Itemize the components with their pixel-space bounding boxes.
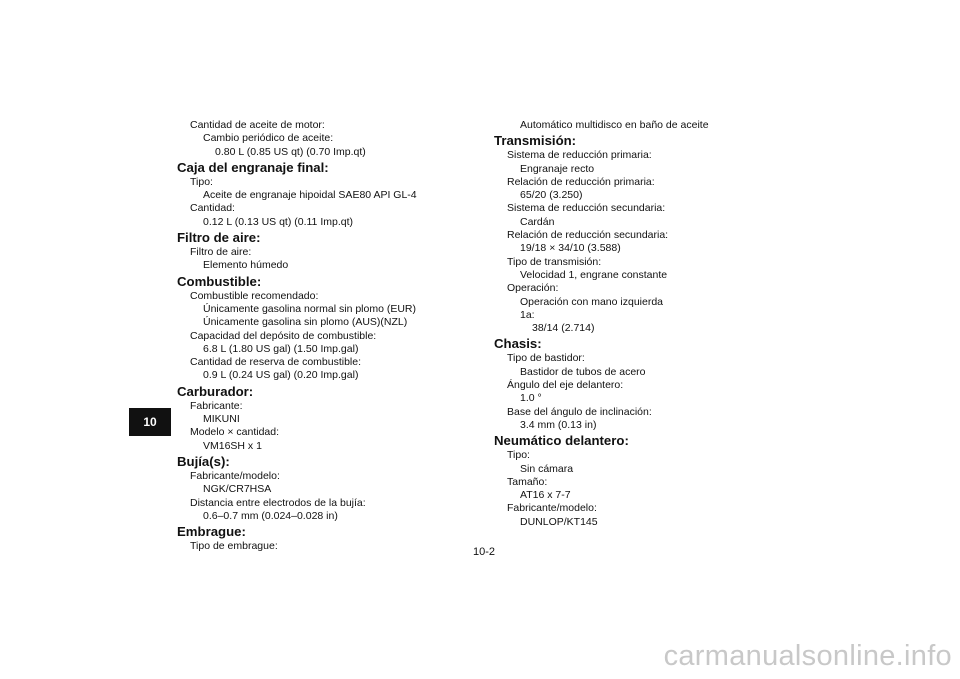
spec-value: VM16SH x 1 — [203, 439, 262, 452]
chapter-tab: 10 — [129, 408, 171, 436]
spec-label: Relación de reducción primaria: — [507, 175, 655, 188]
spec-label: Operación: — [507, 282, 559, 295]
spec-label: Tipo de bastidor: — [507, 352, 585, 365]
spec-label: Combustible recomendado: — [190, 289, 319, 302]
spec-value: 3.4 mm (0.13 in) — [520, 418, 597, 431]
spec-value: 1.0 ° — [520, 392, 542, 405]
spec-label: Relación de reducción secundaria: — [507, 229, 669, 242]
section-title: Embrague: — [177, 524, 246, 540]
spec-value: Cardán — [520, 215, 555, 228]
spec-label: Fabricante: — [190, 399, 243, 412]
spec-label: Fabricante/modelo: — [190, 469, 280, 482]
spec-label: Sistema de reducción secundaria: — [507, 202, 666, 215]
spec-value: Únicamente gasolina sin plomo (AUS)(NZL) — [203, 316, 408, 329]
section-title: Combustible: — [177, 273, 262, 289]
spec-value: Sin cámara — [520, 462, 574, 475]
spec-value: Velocidad 1, engrane constante — [520, 268, 668, 281]
spec-label: Sistema de reducción primaria: — [507, 149, 652, 162]
spec-value: 0.12 L (0.13 US qt) (0.11 Imp.qt) — [203, 215, 353, 228]
spec-value: Operación con mano izquierda — [520, 295, 664, 308]
spec-value: Cambio periódico de aceite: — [203, 132, 334, 145]
spec-value: Aceite de engranaje hipoidal SAE80 API GL-4 — [203, 189, 417, 202]
section-title: Filtro de aire: — [177, 230, 261, 246]
spec-label: Ángulo del eje delantero: — [507, 379, 624, 392]
spec-value: Elemento húmedo — [203, 259, 289, 272]
spec-value: DUNLOP/KT145 — [520, 515, 598, 528]
spec-value: 0.6–0.7 mm (0.024–0.028 in) — [203, 509, 338, 522]
spec-label: Distancia entre electrodos de la bujía: — [190, 496, 366, 509]
spec-label: Tipo de embrague: — [190, 540, 278, 553]
spec-label: Base del ángulo de inclinación: — [507, 405, 652, 418]
spec-label: Cantidad: — [190, 202, 235, 215]
section-title: Carburador: — [177, 383, 254, 399]
spec-value: AT16 x 7-7 — [520, 489, 571, 502]
spec-label: Filtro de aire: — [190, 246, 252, 259]
left-spec-column — [177, 119, 467, 553]
spec-value: Engranaje recto — [520, 162, 595, 175]
spec-value: 38/14 (2.714) — [532, 322, 595, 335]
right-spec-column — [494, 119, 784, 529]
spec-value: NGK/CR7HSA — [203, 483, 272, 496]
spec-label: Fabricante/modelo: — [507, 502, 597, 515]
spec-value: Bastidor de tubos de acero — [520, 365, 646, 378]
spec-value: 19/18 × 34/10 (3.588) — [520, 242, 621, 255]
spec-value: MIKUNI — [203, 413, 240, 426]
section-title: Bujía(s): — [177, 453, 230, 469]
spec-label: Tipo: — [507, 449, 530, 462]
spec-label: Cantidad de reserva de combustible: — [190, 356, 362, 369]
spec-value: 0.9 L (0.24 US gal) (0.20 Imp.gal) — [203, 369, 359, 382]
spec-value: 1a: — [520, 308, 535, 321]
section-title: Chasis: — [494, 336, 542, 352]
spec-value: 0.80 L (0.85 US qt) (0.70 Imp.qt) — [215, 145, 366, 158]
spec-value: Únicamente gasolina normal sin plomo (EUR) — [203, 302, 417, 315]
section-title: Caja del engranaje final: — [177, 159, 329, 175]
spec-value: Automático multidisco en baño de aceite — [520, 119, 709, 131]
spec-label: Cantidad de aceite de motor: — [190, 119, 325, 131]
section-title: Neumático delantero: — [494, 433, 629, 449]
site-watermark: carmanualsonline.info — [663, 640, 952, 672]
page-number: 10-2 — [472, 546, 496, 558]
spec-label: Tamaño: — [507, 475, 548, 488]
spec-value: 65/20 (3.250) — [520, 189, 583, 202]
spec-label: Capacidad del depósito de combustible: — [190, 329, 377, 342]
spec-label: Tipo: — [190, 175, 213, 188]
spec-label: Tipo de transmisión: — [507, 255, 602, 268]
spec-label: Modelo × cantidad: — [190, 426, 280, 439]
section-title: Transmisión: — [494, 133, 577, 149]
spec-value: 6.8 L (1.80 US gal) (1.50 Imp.gal) — [203, 342, 359, 355]
